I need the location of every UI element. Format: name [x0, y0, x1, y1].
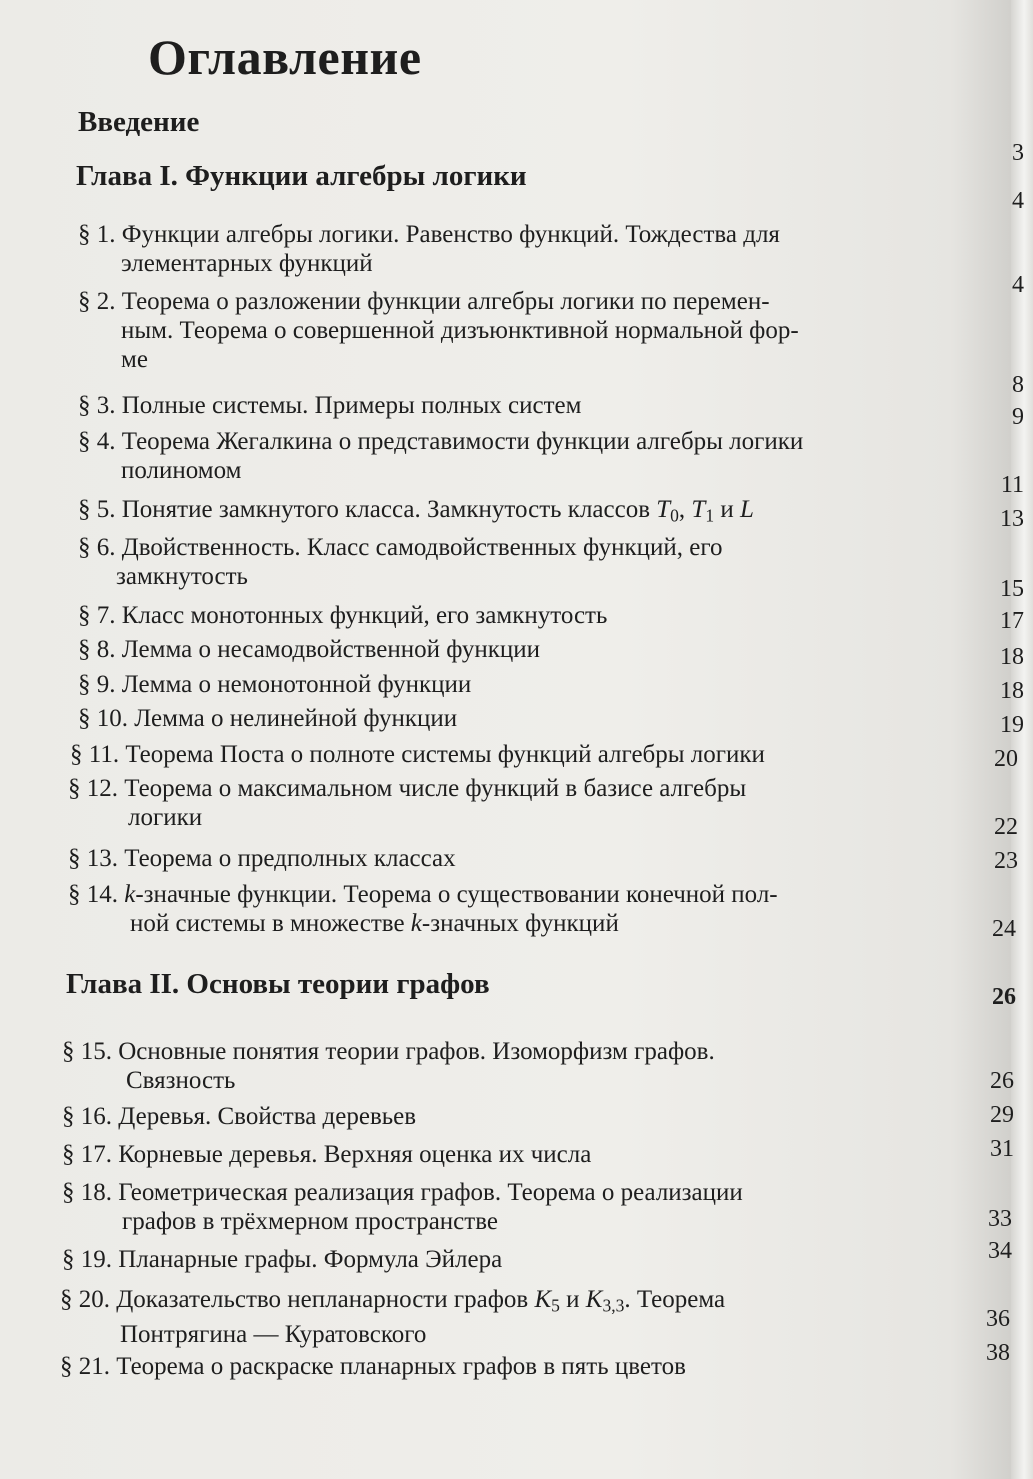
entry-number: § 1. [78, 221, 116, 248]
entry-title: Теорема о разложении функции алгебры логики по перемен- [121, 288, 770, 315]
entry-title: Планарные графы. Формула Эйлера [118, 1246, 503, 1273]
subscript: 3,3 [602, 1295, 625, 1316]
entry-number: § 11. [70, 741, 120, 768]
chapter-1-page: 4 [1012, 188, 1024, 214]
toc-page-11: 20 [994, 746, 1018, 772]
entry-number: § 21. [60, 1353, 110, 1380]
toc-entry-20 [60, 1285, 725, 1349]
toc-entry-4 [78, 427, 803, 485]
entry-title-cont: замкнутость [116, 563, 248, 590]
entry-title-cont: графов в трёхмерном пространстве [122, 1208, 498, 1235]
entry-title: Геометрическая реализация графов. Теорема о реализации [118, 1179, 743, 1206]
toc-entry-12 [68, 774, 746, 832]
toc-page-8: 18 [1000, 644, 1024, 670]
entry-number: § 6. [78, 534, 116, 561]
entry-title-cont: Понтрягина — Куратовского [120, 1321, 427, 1349]
page-edge [1011, 0, 1033, 1479]
toc-entry-11 [70, 740, 765, 769]
chapter-2-heading: Глава II. Основы теории графов [66, 968, 490, 1000]
entry-number: § 13. [68, 845, 118, 872]
entry-title: Класс монотонных функций, его замкнутость [121, 602, 608, 629]
entry-title-cont: -значных функций [421, 910, 619, 937]
entry-number: § 7. [78, 602, 116, 629]
toc-page-15: 26 [990, 1068, 1014, 1094]
toc-entry-1 [78, 220, 780, 278]
entry-title: -значные функции. Теорема о существовании конечной пол- [135, 881, 778, 908]
toc-page-6: 15 [1000, 576, 1024, 602]
entry-title: Полные системы. Примеры полных систем [121, 392, 582, 419]
toc-page-19: 34 [988, 1238, 1012, 1264]
toc-entry-17 [62, 1140, 591, 1169]
entry-title: Деревья. Свойства деревьев [118, 1103, 417, 1130]
entry-title: Теорема Поста о полноте системы функций алгебры логики [125, 741, 765, 768]
toc-entry-21 [60, 1352, 686, 1381]
subscript: 1 [705, 505, 715, 526]
toc-page-14: 24 [992, 916, 1016, 942]
entry-title-cont: ме [121, 346, 148, 373]
subscript: 5 [551, 1295, 560, 1316]
toc-entry-2 [78, 287, 799, 374]
entry-title: Теорема о предполных классах [124, 845, 456, 872]
toc-page-1: 4 [1012, 272, 1024, 298]
toc-entry-7 [78, 601, 607, 630]
entry-title: Функции алгебры логики. Равенство функций. Тождества для [121, 221, 780, 248]
k-symbol: k [410, 910, 422, 937]
graph-k33-symbol: K [585, 1286, 603, 1313]
entry-title: Теорема о максимальном числе функций в базисе алгебры [124, 775, 747, 802]
toc-page-10: 19 [1000, 712, 1024, 738]
toc-page-3: 9 [1012, 404, 1024, 430]
entry-number: § 9. [78, 671, 116, 698]
entry-number: § 4. [78, 428, 116, 455]
toc-page-18: 33 [988, 1206, 1012, 1232]
chapter-2-page: 26 [992, 984, 1016, 1010]
toc-entry-5 [78, 495, 754, 530]
toc-page-17: 31 [990, 1136, 1014, 1162]
entry-number: § 8. [78, 636, 116, 663]
class-l-symbol: L [739, 496, 754, 523]
class-t0-symbol: T [656, 496, 671, 523]
toc-page-4: 11 [1000, 472, 1024, 498]
entry-number: § 20. [60, 1286, 110, 1313]
entry-title: Теорема о раскраске планарных графов в пять цветов [116, 1353, 686, 1380]
page-title: Оглавление [148, 29, 422, 85]
entry-number: § 15. [62, 1038, 112, 1065]
entry-title: Понятие замкнутого класса. Замкнутость классов [121, 496, 651, 523]
toc-entry-10 [78, 704, 457, 733]
entry-number: § 17. [62, 1141, 112, 1168]
entry-number: § 10. [78, 705, 128, 732]
intro-heading: Введение [78, 106, 200, 138]
entry-number: § 12. [68, 775, 118, 802]
toc-page-9: 18 [1000, 678, 1024, 704]
toc-page-16: 29 [990, 1102, 1014, 1128]
entry-title-cont: логики [128, 804, 203, 831]
toc-entry-15 [62, 1037, 715, 1095]
k-symbol: k [124, 881, 136, 908]
toc-page-20: 36 [986, 1306, 1010, 1332]
toc-page-12: 22 [994, 814, 1018, 840]
toc-entry-16 [62, 1102, 416, 1131]
entry-title: Двойственность. Класс самодвойственных функций, его [121, 534, 723, 561]
separator: , [678, 496, 692, 523]
entry-title-cont: Связность [126, 1067, 236, 1094]
toc-page-7: 17 [1000, 608, 1024, 634]
entry-title: Лемма о несамодвойственной функции [121, 636, 541, 663]
entry-title: . Теорема [624, 1286, 726, 1313]
entry-title: Лемма о немонотонной функции [121, 671, 472, 698]
conjunction: и [559, 1286, 586, 1313]
entry-number: § 5. [78, 496, 116, 523]
toc-entry-8 [78, 635, 540, 664]
toc-entry-6 [78, 533, 722, 591]
conjunction: и [714, 496, 740, 523]
entry-title: Доказательство непланарности графов [116, 1286, 529, 1313]
toc-page-13: 23 [994, 848, 1018, 874]
toc-entry-9 [78, 670, 471, 699]
entry-number: § 2. [78, 288, 116, 315]
entry-title-cont: ной системы в множестве [130, 910, 411, 937]
toc-page-2: 8 [1012, 372, 1024, 398]
toc-entry-14 [68, 880, 778, 938]
toc-entry-18 [62, 1178, 743, 1236]
entry-number: § 18. [62, 1179, 112, 1206]
entry-number: § 3. [78, 392, 116, 419]
entry-number: § 19. [62, 1246, 112, 1273]
entry-number: § 14. [68, 881, 118, 908]
chapter-1-heading: Глава I. Функции алгебры логики [76, 160, 527, 192]
toc-page-5: 13 [1000, 506, 1024, 532]
intro-page: 3 [1012, 140, 1024, 166]
entry-number: § 16. [62, 1103, 112, 1130]
toc-entry-3 [78, 391, 581, 420]
entry-title: Основные понятия теории графов. Изоморфизм графов. [118, 1038, 715, 1065]
entry-title-cont: элементарных функций [121, 250, 373, 277]
entry-title: Корневые деревья. Верхняя оценка их числа [118, 1141, 592, 1168]
entry-title-cont: полиномом [121, 457, 242, 484]
entry-title: Лемма о нелинейной функции [134, 705, 458, 732]
entry-title: Теорема Жегалкина о представимости функции алгебры логики [121, 428, 804, 455]
entry-title-cont: ным. Теорема о совершенной дизъюнктивной нормальной фор- [121, 317, 799, 344]
toc-page-21: 38 [986, 1340, 1010, 1366]
toc-entry-13 [68, 844, 456, 873]
subscript: 0 [670, 505, 679, 526]
graph-k5-symbol: K [534, 1286, 552, 1313]
toc-entry-19 [62, 1245, 502, 1274]
class-t1-symbol: T [691, 496, 706, 523]
